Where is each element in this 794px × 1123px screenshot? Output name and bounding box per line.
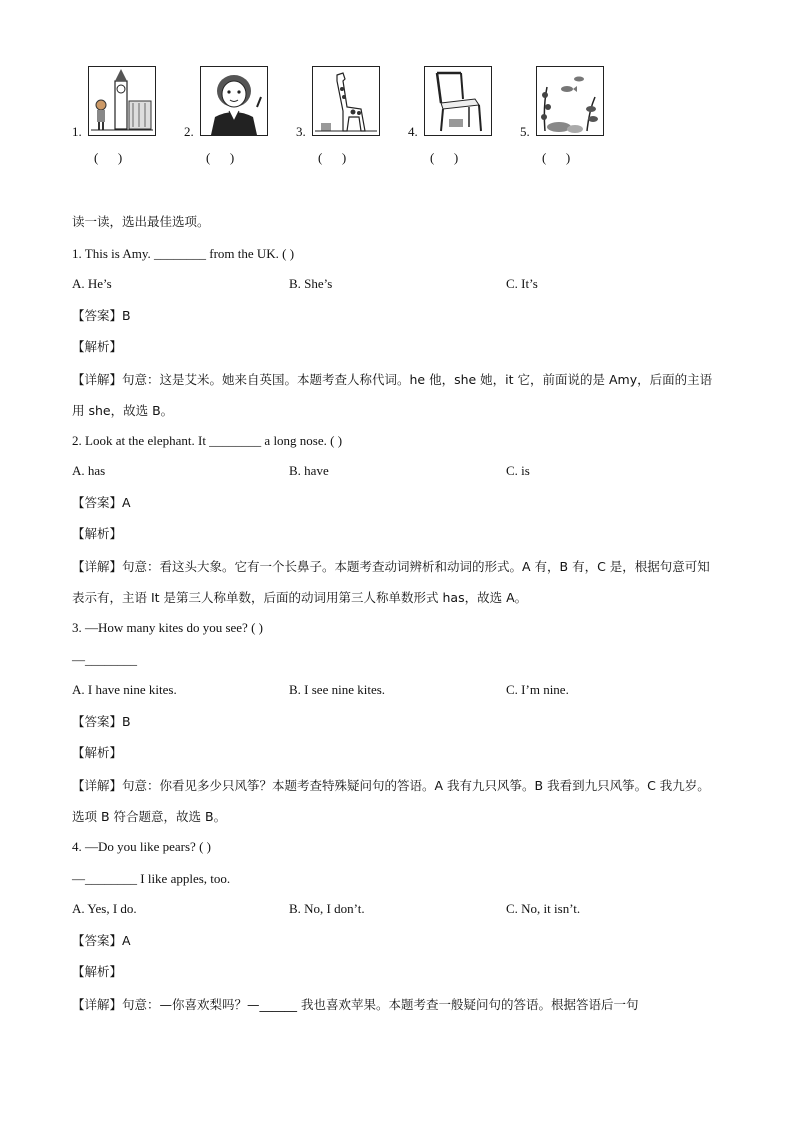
answer-blank: ( ) bbox=[430, 150, 459, 165]
chair-icon bbox=[424, 66, 492, 136]
question-2-analysis-label: 【解析】 bbox=[72, 526, 123, 541]
woman-portrait-icon bbox=[200, 66, 268, 136]
question-4-stem: 4. —Do you like pears? ( ) bbox=[72, 839, 211, 854]
question-4-answer: 【答案】A bbox=[72, 933, 131, 948]
answer-blank: ( ) bbox=[206, 150, 235, 165]
question-4-detail: 【详解】句意：—你喜欢梨吗？—______ 我也喜欢苹果。本题考查一般疑问句的答语。根据答语后一句 bbox=[72, 997, 639, 1012]
question-1-option-a: A. He’s bbox=[72, 276, 112, 291]
section-title: 读一读，选出最佳选项。 bbox=[72, 214, 210, 229]
question-2-detail: 【详解】句意：看这头大象。它有一个长鼻子。本题考查动词辨析和动词的形式。A 有，B 有，C 是，根据句意可知表示有，主语 It 是第三人称单数，后面的动词用第三人称单数形式 has，故选 A。 bbox=[72, 559, 710, 605]
picture-number: 5. bbox=[520, 124, 530, 139]
question-3-reply: —________ bbox=[72, 652, 137, 667]
question-2-answer: 【答案】A bbox=[72, 495, 131, 510]
question-1-stem: 1. This is Amy. ________ from the UK. ( ) bbox=[72, 246, 295, 261]
question-2-option-b: B. have bbox=[289, 463, 329, 478]
question-3-answer: 【答案】B bbox=[72, 714, 131, 729]
question-4-option-c: C. No, it isn’t. bbox=[506, 901, 581, 916]
picture-row bbox=[72, 66, 632, 176]
question-4-option-a: A. Yes, I do. bbox=[72, 901, 137, 916]
question-4-analysis-label: 【解析】 bbox=[72, 964, 123, 979]
question-3-option-c: C. I’m nine. bbox=[506, 682, 569, 697]
picture-number: 1. bbox=[72, 124, 82, 139]
answer-blank: ( ) bbox=[542, 150, 571, 165]
question-3-option-a: A. I have nine kites. bbox=[72, 682, 177, 697]
picture-number: 3. bbox=[296, 124, 306, 139]
question-3-option-b: B. I see nine kites. bbox=[289, 682, 386, 697]
question-2-stem: 2. Look at the elephant. It ________ a long nose. ( ) bbox=[72, 433, 343, 448]
giraffe-icon bbox=[312, 66, 380, 136]
question-1-option-c: C. It’s bbox=[506, 276, 538, 291]
plants-and-fish-icon bbox=[536, 66, 604, 136]
question-3-stem: 3. —How many kites do you see? ( ) bbox=[72, 620, 263, 635]
answer-blank: ( ) bbox=[318, 150, 347, 165]
question-2-option-a: A. has bbox=[72, 463, 106, 478]
question-3-analysis-label: 【解析】 bbox=[72, 745, 123, 760]
picture-number: 4. bbox=[408, 124, 418, 139]
answer-blank: ( ) bbox=[94, 150, 123, 165]
picture-number: 2. bbox=[184, 124, 194, 139]
question-3-detail: 【详解】句意：你看见多少只风筝？本题考查特殊疑问句的答语。A 我有九只风筝。B 我看到九只风筝。C 我九岁。选项 B 符合题意，故选 B。 bbox=[72, 778, 710, 824]
question-1-option-b: B. She’s bbox=[289, 276, 333, 291]
question-1-detail: 【详解】句意：这是艾米。她来自英国。本题考查人称代词。he 他，she 她，it 它，前面说的是 Amy，后面的主语用 she，故选 B。 bbox=[72, 372, 713, 418]
question-4-option-b: B. No, I don’t. bbox=[289, 901, 365, 916]
question-4-reply: —________ I like apples, too. bbox=[72, 871, 231, 886]
big-ben-icon bbox=[88, 66, 156, 136]
question-2-option-c: C. is bbox=[506, 463, 530, 478]
question-1-analysis-label: 【解析】 bbox=[72, 339, 123, 354]
question-1-answer: 【答案】B bbox=[72, 308, 131, 323]
